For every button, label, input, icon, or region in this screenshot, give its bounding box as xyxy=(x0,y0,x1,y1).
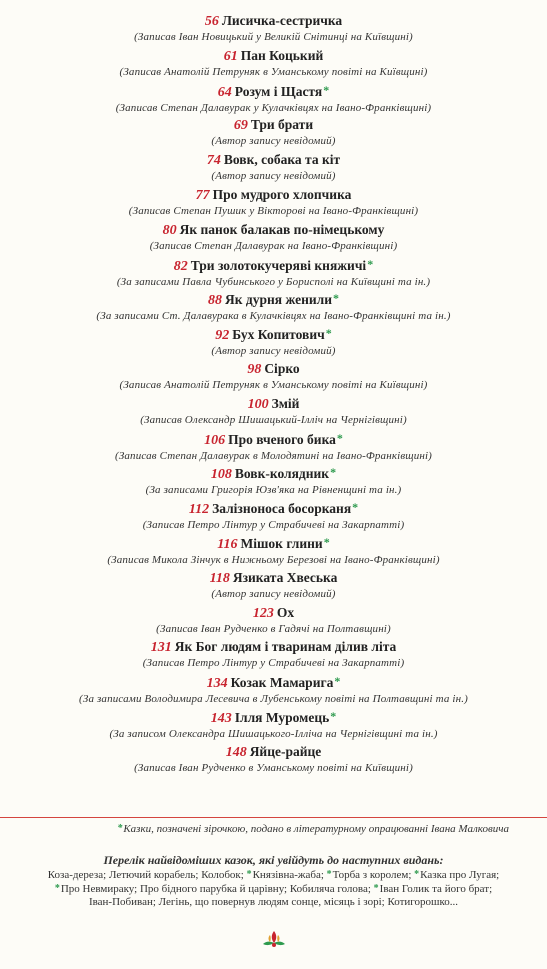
tale-title: Козак Мамарига xyxy=(230,675,334,691)
tale-title: Змій xyxy=(271,395,300,411)
toc-entry[interactable] xyxy=(0,256,547,291)
star-mark: * xyxy=(332,291,339,306)
toc-title-line xyxy=(0,464,547,483)
star-mark: * xyxy=(373,883,379,894)
page-number: 88 xyxy=(208,293,223,309)
tale-source: (Записав Іван Рудченко в Гадячі на Полтавщині) xyxy=(156,622,391,635)
toc-entry[interactable] xyxy=(0,325,547,360)
tale-title: Залізноноса босорканя xyxy=(212,501,352,517)
toc-entry[interactable] xyxy=(0,743,547,778)
toc-entry[interactable] xyxy=(0,464,547,499)
tale-title: Лисичка-сестричка xyxy=(221,13,343,28)
toc-title-line xyxy=(0,47,547,65)
page-number: 56 xyxy=(204,14,219,29)
toc-entry[interactable] xyxy=(0,360,547,395)
tale-source: (Записав Олександр Шишацький-Ілліч на Чернігівщині) xyxy=(140,413,407,426)
star-mark: * xyxy=(323,534,330,549)
tale-source: (Записав Петро Лінтур у Страбичеві на Закарпатті) xyxy=(142,657,405,670)
tale-source: (Автор запису невідомий) xyxy=(211,345,336,358)
toc-title-line xyxy=(0,569,547,587)
tale-title: Про вченого бика xyxy=(228,431,336,447)
footnote xyxy=(117,823,509,835)
floral-ornament-icon xyxy=(261,929,287,949)
toc-title-line xyxy=(0,256,547,275)
toc-entry[interactable] xyxy=(0,569,547,604)
tale-source: (Записав Анатолій Петруняк в Уманському повіті на Київщині) xyxy=(119,65,428,78)
tale-source: (За записами Григорія Юзв'яка на Рівненщині та ін.) xyxy=(145,484,402,497)
tale-source: (Записав Степан Пушик у Вікторові на Івано-Франківщині) xyxy=(128,204,419,217)
star-mark: * xyxy=(54,883,60,894)
star-mark: * xyxy=(367,256,374,271)
star-mark: * xyxy=(323,82,330,97)
toc-title-line xyxy=(0,395,547,413)
tale-title: Мішок глини xyxy=(240,535,323,551)
tale-source: (За записами Павла Чубинського у Борисполі на Київщині та ін.) xyxy=(116,275,431,288)
toc-title-line xyxy=(0,12,547,30)
page-number: 77 xyxy=(195,187,210,203)
tale-title: Розум і Щастя xyxy=(234,83,323,99)
toc-title-line xyxy=(0,290,547,309)
upcoming-tales xyxy=(0,853,547,909)
upcoming-heading: Перелік найвідоміших казок, які увійдуть до наступних видань: xyxy=(103,853,444,867)
page-number: 106 xyxy=(204,432,226,448)
toc-title-line xyxy=(0,116,547,134)
toc-entry[interactable] xyxy=(0,151,547,186)
page-number: 98 xyxy=(247,361,262,377)
upcoming-text: Князівна-жаба; xyxy=(252,869,327,881)
tale-title: Як дурня женили xyxy=(225,292,332,308)
tale-source: (Записав Степан Далавурак в Молодятині на Івано-Франківщині) xyxy=(115,449,432,462)
tale-source: (Автор запису невідомий) xyxy=(211,135,336,148)
page-number: 61 xyxy=(223,48,238,64)
upcoming-line-3: Іван-Побиван; Легінь, що повернув людям сонце, місяць і зорі; Котигорошко... xyxy=(88,896,459,908)
toc-entry[interactable] xyxy=(0,673,547,708)
page-number: 112 xyxy=(188,502,210,518)
tale-source: (За записами Ст. Далавурака в Кулачківцях на Івано-Франківщині та ін.) xyxy=(96,310,451,323)
toc-entry[interactable] xyxy=(0,708,547,743)
page-number: 143 xyxy=(210,710,232,726)
page-number: 116 xyxy=(217,536,238,552)
star-mark: * xyxy=(330,708,337,723)
toc-entry[interactable] xyxy=(0,116,547,151)
page-number: 82 xyxy=(173,258,188,274)
toc-entry[interactable] xyxy=(0,499,547,534)
star-mark: * xyxy=(334,674,341,689)
tale-source: (Записав Микола Зінчук в Нижньому Березові на Івано-Франківщині) xyxy=(107,553,440,566)
toc-title-line xyxy=(0,673,547,692)
tale-title: Яйце-райце xyxy=(249,743,322,759)
page-number: 64 xyxy=(217,84,232,100)
star-mark: * xyxy=(325,326,332,341)
footnote-star: * xyxy=(117,823,123,834)
tale-source: (Записав Іван Рудченко в Уманському повіті на Київщині) xyxy=(134,761,413,774)
toc-title-line xyxy=(0,534,547,553)
tale-source: (Записав Петро Лінтур у Страбичеві на Закарпатті) xyxy=(142,519,405,532)
toc-entry[interactable] xyxy=(0,82,547,117)
toc-entry[interactable] xyxy=(0,47,547,82)
tale-source: (Записав Іван Новицький у Великій Снітинці на Київщині) xyxy=(134,31,413,43)
toc-title-line xyxy=(0,743,547,761)
tale-title: Про мудрого хлопчика xyxy=(212,186,352,202)
toc-entry[interactable] xyxy=(0,290,547,325)
page-number: 148 xyxy=(225,744,247,760)
tale-source: (Записав Анатолій Петруняк в Уманському повіті на Київщині) xyxy=(119,378,428,391)
upcoming-text: Іван Голик та його брат; xyxy=(379,883,493,895)
toc-title-line xyxy=(0,499,547,518)
page-number: 118 xyxy=(209,570,230,586)
toc-entry[interactable] xyxy=(0,534,547,569)
tale-title: Ілля Муромець xyxy=(234,709,330,725)
tale-title: Сірко xyxy=(264,360,300,376)
toc-entry[interactable] xyxy=(0,221,547,256)
page-number: 100 xyxy=(247,396,269,412)
tale-source: (За записами Володимира Лесевича в Лубенському повіті на Полтавщині та ін.) xyxy=(79,693,468,706)
page-number: 92 xyxy=(215,328,230,344)
star-mark: * xyxy=(352,500,359,515)
toc-entry[interactable] xyxy=(0,395,547,430)
toc-title-line xyxy=(0,604,547,622)
toc-title-line xyxy=(0,221,547,239)
toc-title-line xyxy=(0,151,547,169)
upcoming-text: Коза-дереза; Летючий корабель; Колобок; xyxy=(47,869,247,881)
tale-title: Три брати xyxy=(250,117,314,133)
upcoming-line-2 xyxy=(0,882,547,896)
toc-title-line xyxy=(0,708,547,727)
toc-entry[interactable] xyxy=(0,604,547,639)
star-mark: * xyxy=(326,869,332,880)
tale-source: (Записав Степан Далавурак у Кулачківцях на Івано-Франківщині) xyxy=(115,101,432,114)
page-number: 134 xyxy=(206,676,228,692)
upcoming-text: Казка про Лугая; xyxy=(420,869,500,881)
tale-title: Як Бог людям і тваринам ділив літа xyxy=(174,639,397,655)
tale-title: Бух Копитович xyxy=(232,327,325,343)
divider-line xyxy=(0,817,547,818)
toc-title-line xyxy=(0,360,547,378)
tale-source: (Автор запису невідомий) xyxy=(211,170,336,183)
page-number: 123 xyxy=(252,605,274,621)
tale-title: Пан Коцький xyxy=(240,47,324,63)
toc-title-line xyxy=(0,638,547,656)
tale-source: (Записав Степан Далавурак на Івано-Франківщині) xyxy=(149,239,398,252)
toc-entry[interactable] xyxy=(0,186,547,221)
page-number: 74 xyxy=(206,153,221,169)
page-number: 80 xyxy=(162,222,177,238)
upcoming-line-1 xyxy=(0,868,547,882)
toc-title-line xyxy=(0,325,547,344)
tale-title: Вовк, собака та кіт xyxy=(223,152,341,168)
upcoming-text: Про Невмираку; Про бідного парубка й царівну; Кобиляча голова; xyxy=(60,883,374,895)
toc-entry[interactable] xyxy=(0,638,547,673)
star-mark: * xyxy=(336,430,343,445)
page-number: 69 xyxy=(233,118,248,134)
star-mark: * xyxy=(414,869,420,880)
toc-title-line xyxy=(0,430,547,449)
toc-title-line xyxy=(0,186,547,204)
footnote-text: Казки, позначені зірочкою, подано в літературному опрацюванні Івана Малковича xyxy=(123,823,509,835)
star-mark: * xyxy=(330,465,337,480)
table-of-contents xyxy=(0,12,547,778)
upcoming-text: Торба з королем; xyxy=(332,869,415,881)
toc-entry[interactable] xyxy=(0,12,547,47)
tale-title: Ох xyxy=(276,604,295,620)
tale-title: Три золотокучеряві княжичі xyxy=(190,257,367,273)
page-number: 131 xyxy=(150,640,172,656)
toc-title-line xyxy=(0,82,547,101)
toc-entry[interactable] xyxy=(0,430,547,465)
star-mark: * xyxy=(246,869,252,880)
tale-source: (За записом Олександра Шишацького-Ілліча на Чернігівщині та ін.) xyxy=(109,727,438,740)
tale-title: Як панок балакав по-німецькому xyxy=(179,221,385,237)
tale-title: Язиката Хвеська xyxy=(232,569,338,585)
tale-title: Вовк-колядник xyxy=(234,466,330,482)
tale-source: (Автор запису невідомий) xyxy=(211,587,336,600)
page-number: 108 xyxy=(210,467,232,483)
